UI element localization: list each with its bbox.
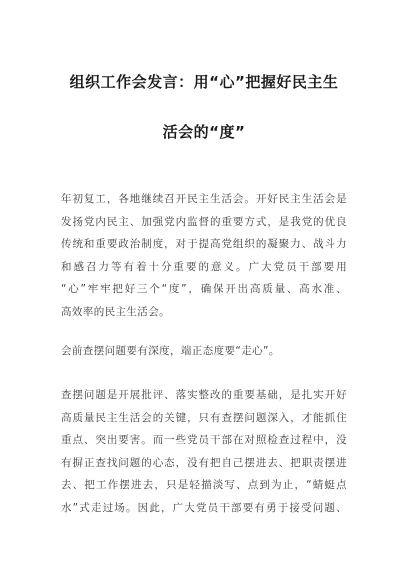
- document-title-line-1: 组织工作会发言：用“心”把握好民主生: [69, 73, 339, 91]
- paragraph-line: 传统和重要政治制度，对于提高党组织的凝聚力、战斗力: [61, 238, 347, 250]
- paragraph-line: 会前查摆问题要有深度，端正态度要“走心”。: [61, 345, 280, 357]
- paragraph-line: 查摆问题是开展批评、落实整改的重要基础，是扎实开好: [61, 389, 347, 401]
- paragraph-intro: [61, 188, 347, 323]
- paragraph-line: 和感召力等有着十分重要的意义。广大党员干部要用: [61, 260, 347, 273]
- paragraph-line: 高效率的民主生活会。: [61, 305, 170, 318]
- document-title-line-2: 活会的“度”: [162, 123, 246, 141]
- paragraph-line: 高质量民主生活会的关键，只有查摆问题深入，才能抓住: [61, 411, 347, 424]
- paragraph-line: 年初复工，各地继续召开民主生活会。开好民主生活会是: [61, 193, 347, 205]
- paragraph-heading-point-1: [61, 340, 347, 363]
- paragraph-line: 去、把工作摆进去，只是轻描淡写、点到为止，“蜻蜓点: [61, 479, 347, 491]
- paragraph-line: 有摒正查找问题的心态，没有把自己摆进去、把职责摆进: [61, 456, 347, 469]
- paragraph-line: 水”式走过场。因此，广大党员干部要有勇于接受问题、: [61, 501, 347, 514]
- paragraph-line: 重点、突出要害。而一些党员干部在对照检查过程中，没: [61, 434, 347, 446]
- paragraph-line: “心”牢牢把好三个“度”，确保开出高质量、高水准、: [61, 283, 347, 295]
- paragraph-body-point-1: [61, 384, 347, 519]
- paragraph-line: 发扬党内民主、加强党内监督的重要方式，是我党的优良: [61, 215, 347, 228]
